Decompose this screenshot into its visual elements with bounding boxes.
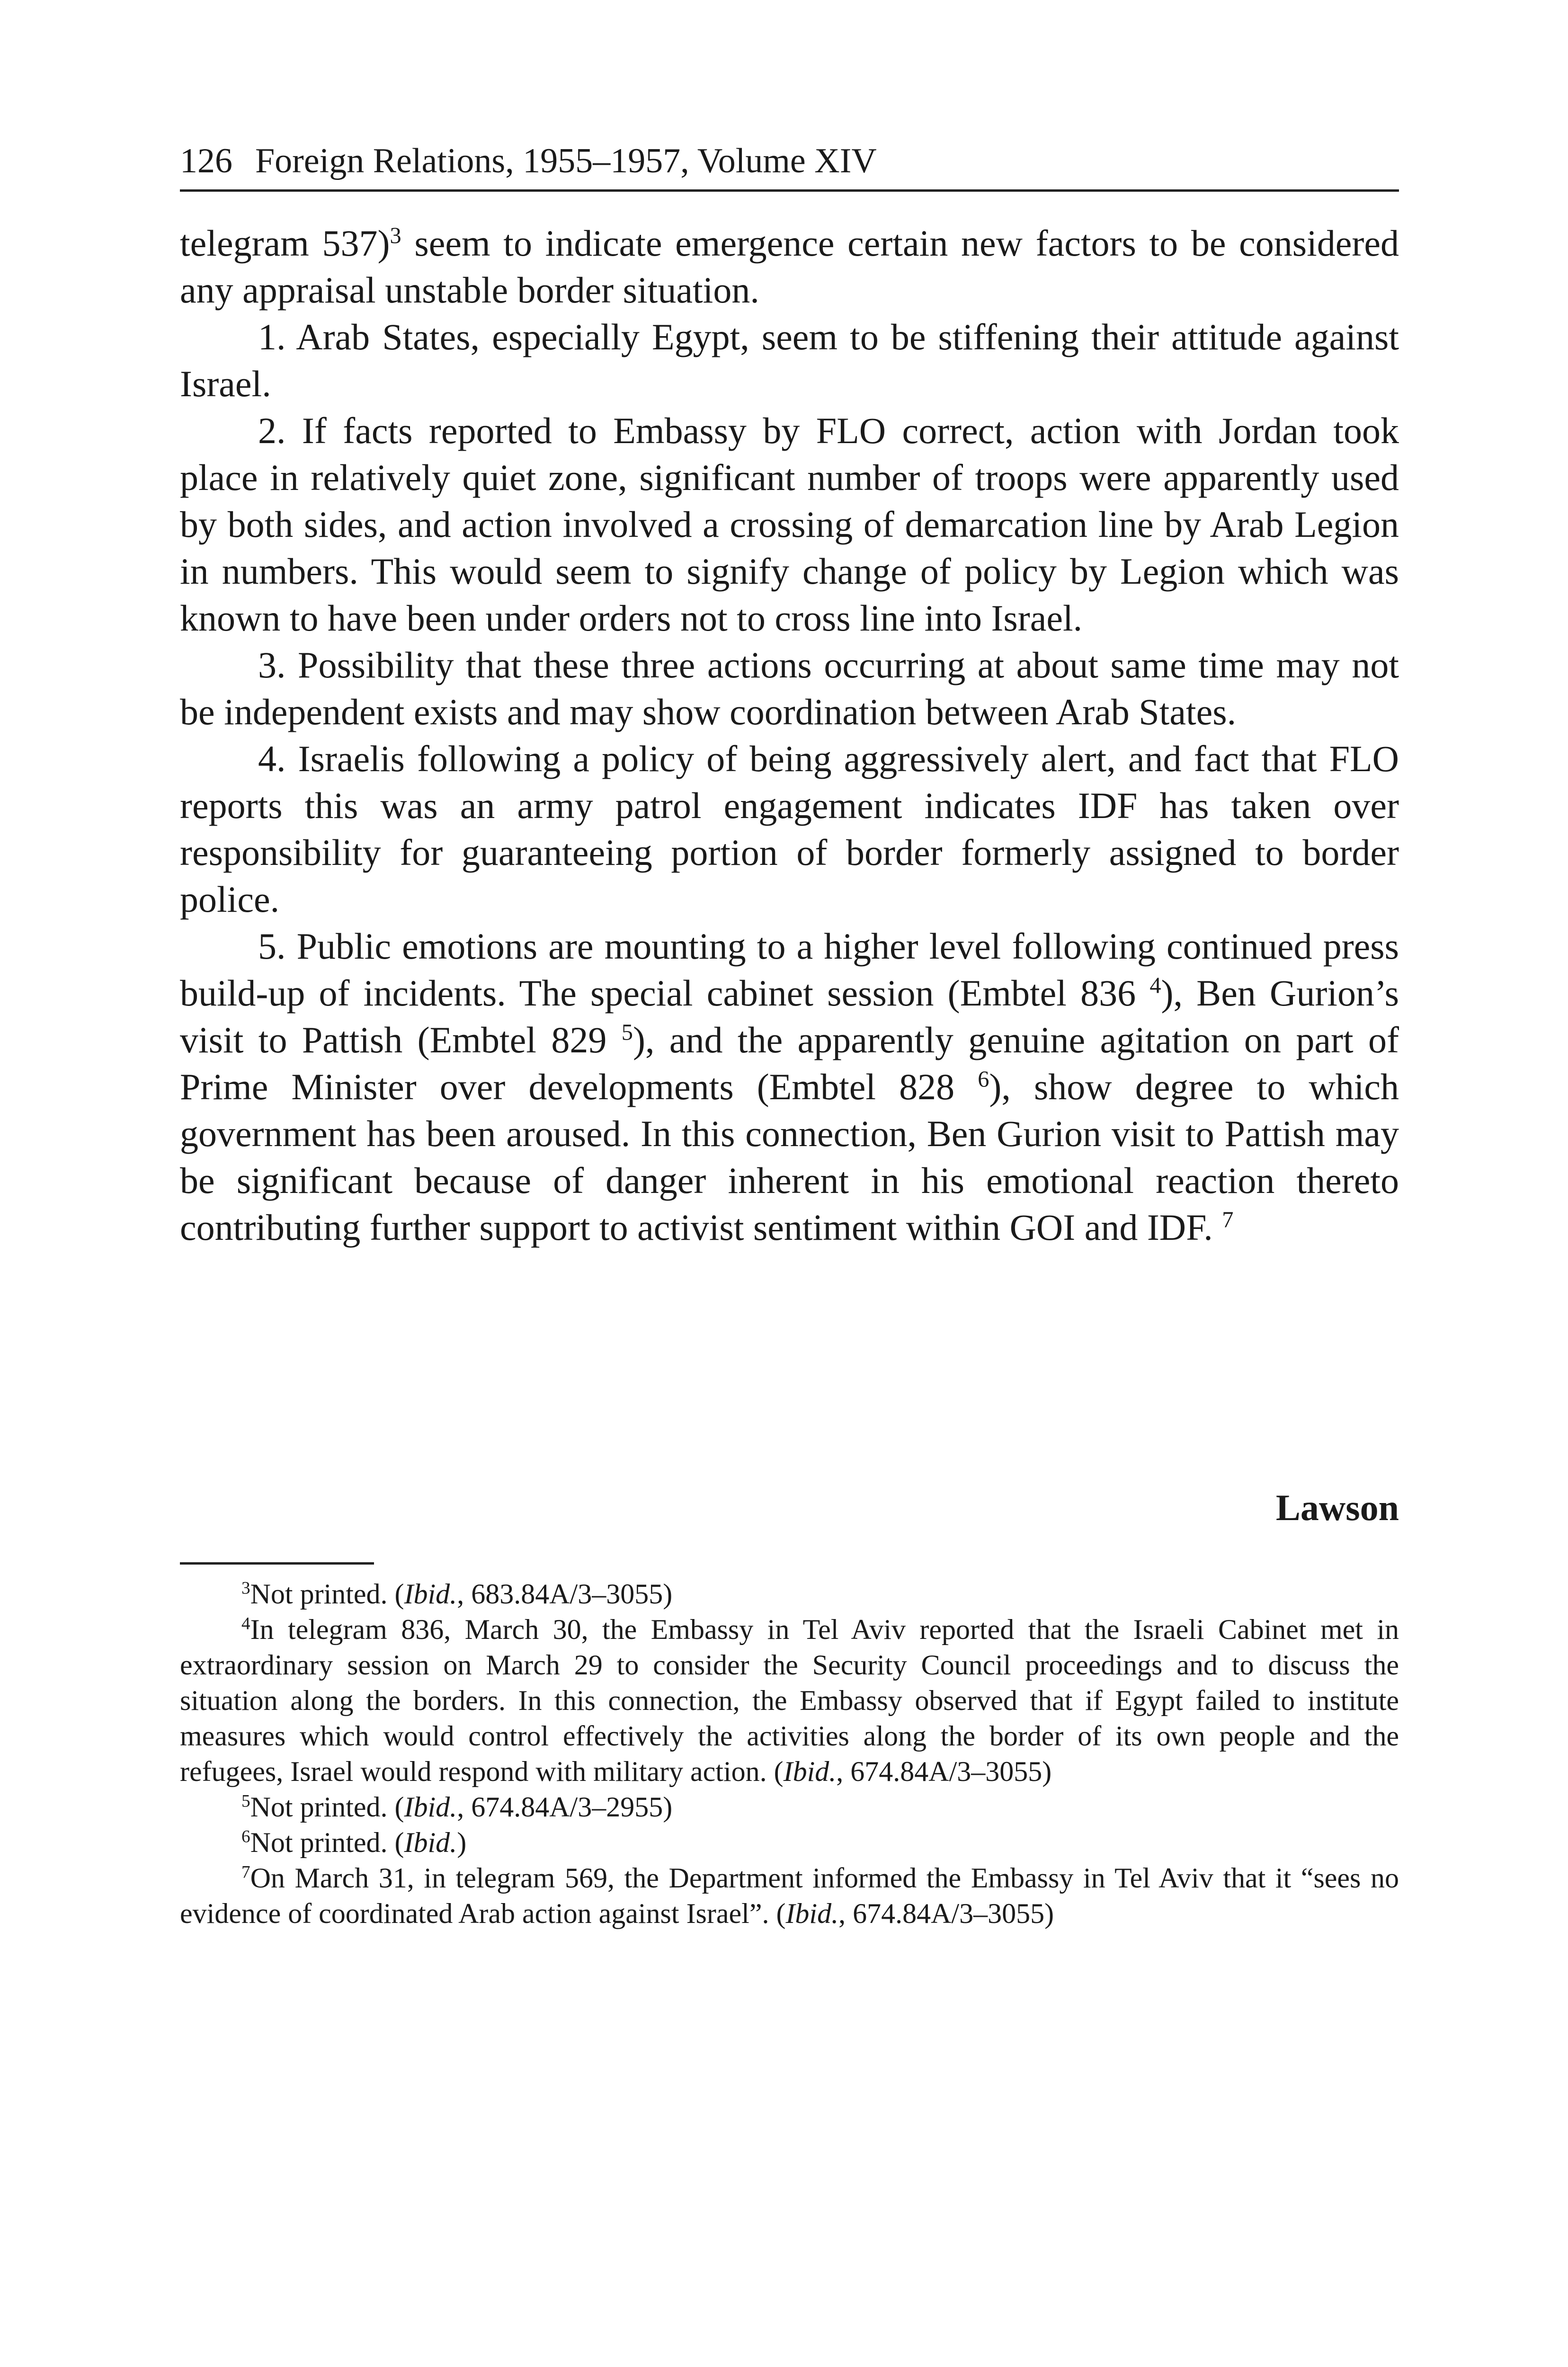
footnote-number: 5: [241, 1791, 250, 1811]
footnotes: [180, 1576, 1399, 1931]
paragraph-point-5: [180, 923, 1399, 1251]
running-header: [180, 137, 1399, 192]
footnote-text: In telegram 836, March 30, the Embassy in Tel Aviv reported that the Israeli Cabinet met in extraordinary session on March 29 to consider the Security Council proceedings and to discuss the situation along the borders. In this connection, the Embassy observed that if Egypt failed to institute measures which would control effectively the activities along the border of its own people and the refugees, Israel would respond with military action. (: [180, 1614, 1399, 1787]
body-text: [180, 220, 1399, 1251]
footnote-text: , 674.84A/3–3055): [836, 1756, 1052, 1787]
footnote-text: , 683.84A/3–3055): [457, 1578, 673, 1610]
footnote-text: Not printed. (: [250, 1791, 404, 1823]
footnote-text: Not printed. (: [250, 1827, 404, 1858]
footnote-text: On March 31, in telegram 569, the Department informed the Embassy in Tel Aviv that it “sees no evidence of coordinated Arab action against Israel”. (: [180, 1862, 1399, 1929]
signature: Lawson: [1275, 1487, 1399, 1528]
footnote-number: 6: [241, 1827, 250, 1847]
page-number: 126: [180, 142, 232, 180]
footnote-number: 4: [241, 1614, 250, 1634]
paragraph-text: ), and the apparently genuine agitation on part of Prime Minister over developments (Embtel 828: [180, 1019, 1399, 1107]
paragraph-point-3: 3. Possibility that these three actions occurring at about same time may not be independent exists and may show coordination between Arab States.: [180, 644, 1399, 732]
footnote-text: Not printed. (: [250, 1578, 404, 1610]
footnote-number: 7: [241, 1862, 250, 1882]
footnote-ref-7: 7: [1222, 1207, 1234, 1233]
paragraph-text: ), Ben Gurion’s visit to Pattish (Embtel 829: [180, 972, 1399, 1060]
footnote-5: [180, 1789, 1399, 1825]
footnote-divider: [180, 1562, 374, 1565]
footnote-6: [180, 1825, 1399, 1860]
paragraph-text: 5. Public emotions are mounting to a higher level following continued press build-up of incidents. The special cabinet session (Embtel 836: [180, 925, 1399, 1014]
footnote-text: ): [457, 1827, 467, 1858]
paragraph-text: telegram 537): [180, 222, 390, 264]
footnote-4: [180, 1612, 1399, 1789]
footnote-3: [180, 1576, 1399, 1612]
footnote-ref-6: 6: [978, 1067, 989, 1092]
footnote-citation: Ibid.: [404, 1827, 457, 1858]
footnote-text: , 674.84A/3–2955): [457, 1791, 673, 1823]
footnote-citation: Ibid.: [783, 1756, 837, 1787]
running-title: Foreign Relations, 1955–1957, Volume XIV: [255, 142, 877, 180]
paragraph-point-4: 4. Israelis following a policy of being aggressively alert, and fact that FLO reports this was an army patrol engagement indicates IDF has taken over responsibility for guaranteeing portion of border formerly assigned to border police.: [180, 738, 1399, 920]
footnote-ref-4: 4: [1149, 973, 1161, 998]
footnote-citation: Ibid.: [785, 1898, 839, 1929]
paragraph-text: seem to indicate emergence certain new factors to be considered any appraisal unstable border situation.: [180, 222, 1399, 311]
footnote-number: 3: [241, 1578, 250, 1598]
footnote-ref-3: 3: [390, 223, 401, 249]
paragraph-point-1: 1. Arab States, especially Egypt, seem to be stiffening their attitude against Israel.: [180, 316, 1399, 404]
paragraph-text: ), show degree to which government has been aroused. In this connection, Ben Gurion visit to Pattish may be significant because of danger inherent in his emotional reaction thereto contributing further support to activist sentiment within GOI and IDF.: [180, 1066, 1399, 1248]
paragraph-continuation: [180, 220, 1399, 313]
footnote-citation: Ibid.: [404, 1578, 457, 1610]
footnote-text: , 674.84A/3–3055): [838, 1898, 1054, 1929]
footnote-ref-5: 5: [621, 1020, 633, 1045]
footnote-citation: Ibid.: [404, 1791, 457, 1823]
footnote-7: [180, 1860, 1399, 1931]
paragraph-point-2: 2. If facts reported to Embassy by FLO correct, action with Jordan took place in relatively quiet zone, significant number of troops were apparently used by both sides, and action involved a crossing of demarcation line by Arab Legion in numbers. This would seem to signify change of policy by Legion which was known to have been under orders not to cross line into Israel.: [180, 410, 1399, 639]
